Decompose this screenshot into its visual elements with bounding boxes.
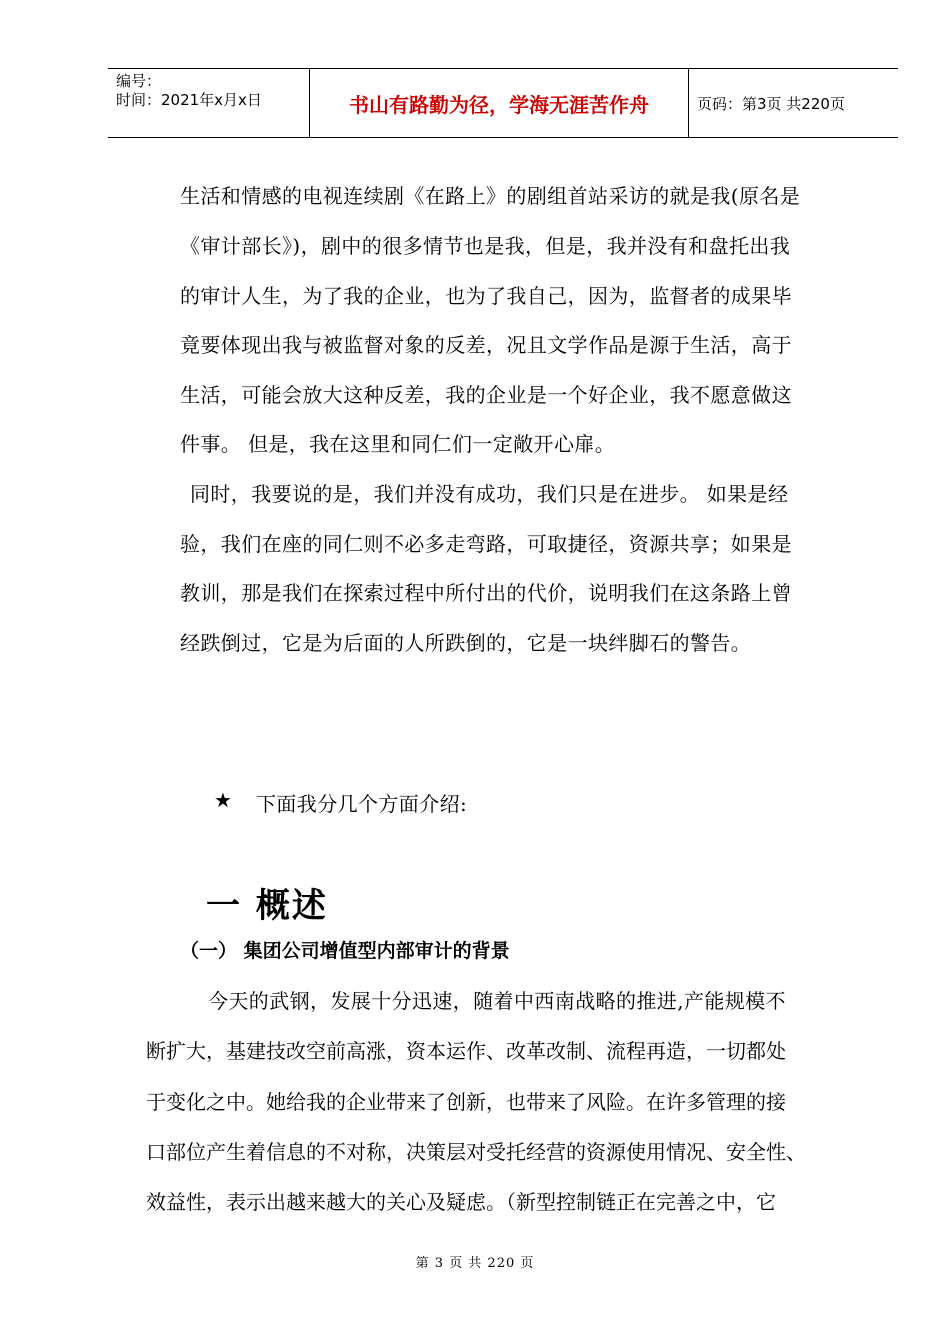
- paragraph-line: 经跌倒过，它是为后面的人所跌倒的，它是一块绊脚石的警告。: [180, 631, 752, 655]
- paragraph-line: 的审计人生，为了我的企业，也为了我自己，因为，监督者的成果毕: [180, 284, 792, 308]
- paragraph-line: 今天的武钢，发展十分迅速，随着中西南战略的推进,产能规模不: [208, 989, 786, 1013]
- page-header: [108, 68, 898, 138]
- paragraph-line: 《审计部长》)，剧中的很多情节也是我，但是，我并没有和盘托出我: [180, 234, 791, 258]
- paragraph-line: 生活，可能会放大这种反差，我的企业是一个好企业，我不愿意做这: [180, 383, 792, 407]
- paragraph-line: 于变化之中。她给我的企业带来了创新，也带来了风险。在许多管理的接: [146, 1090, 786, 1114]
- subsection-heading: （一） 集团公司增值型内部审计的背景: [180, 940, 510, 962]
- header-page-info: 页码：第3页 共220页: [697, 94, 845, 113]
- paragraph-line: 件事。 但是，我在这里和同仁们一定敞开心扉。: [180, 432, 616, 456]
- page-footer: 第 3 页 共 220 页: [415, 1256, 535, 1271]
- intro-line: 下面我分几个方面介绍:: [256, 792, 468, 816]
- paragraph-line: 断扩大，基建技改空前高涨，资本运作、改革改制、流程再造，一切都处: [146, 1039, 786, 1063]
- number-label: 编号：: [116, 72, 162, 90]
- time-label: 时间：2021年x月x日: [116, 91, 262, 109]
- paragraph-line: 教训，那是我们在探索过程中所付出的代价，说明我们在这条路上曾: [180, 581, 792, 605]
- header-meta: [108, 69, 310, 137]
- star-icon: ★: [214, 788, 232, 812]
- paragraph-line: 竟要体现出我与被监督对象的反差，况且文学作品是源于生活，高于: [180, 333, 792, 357]
- header-motto: 书山有路勤为径，学海无涯苦作舟: [310, 69, 689, 137]
- paragraph-line: 同时，我要说的是，我们并没有成功，我们只是在进步。 如果是经: [190, 482, 789, 506]
- section-heading: 一 概述: [206, 886, 328, 926]
- paragraph-line: 效益性，表示出越来越大的关心及疑虑。（新型控制链正在完善之中，它: [146, 1190, 776, 1214]
- paragraph-line: 验，我们在座的同仁则不必多走弯路，可取捷径，资源共享；如果是: [180, 532, 792, 556]
- paragraph-line: 口部位产生着信息的不对称，决策层对受托经营的资源使用情况、安全性、: [146, 1140, 806, 1164]
- paragraph-line: 生活和情感的电视连续剧《在路上》的剧组首站采访的就是我(原名是: [180, 184, 801, 208]
